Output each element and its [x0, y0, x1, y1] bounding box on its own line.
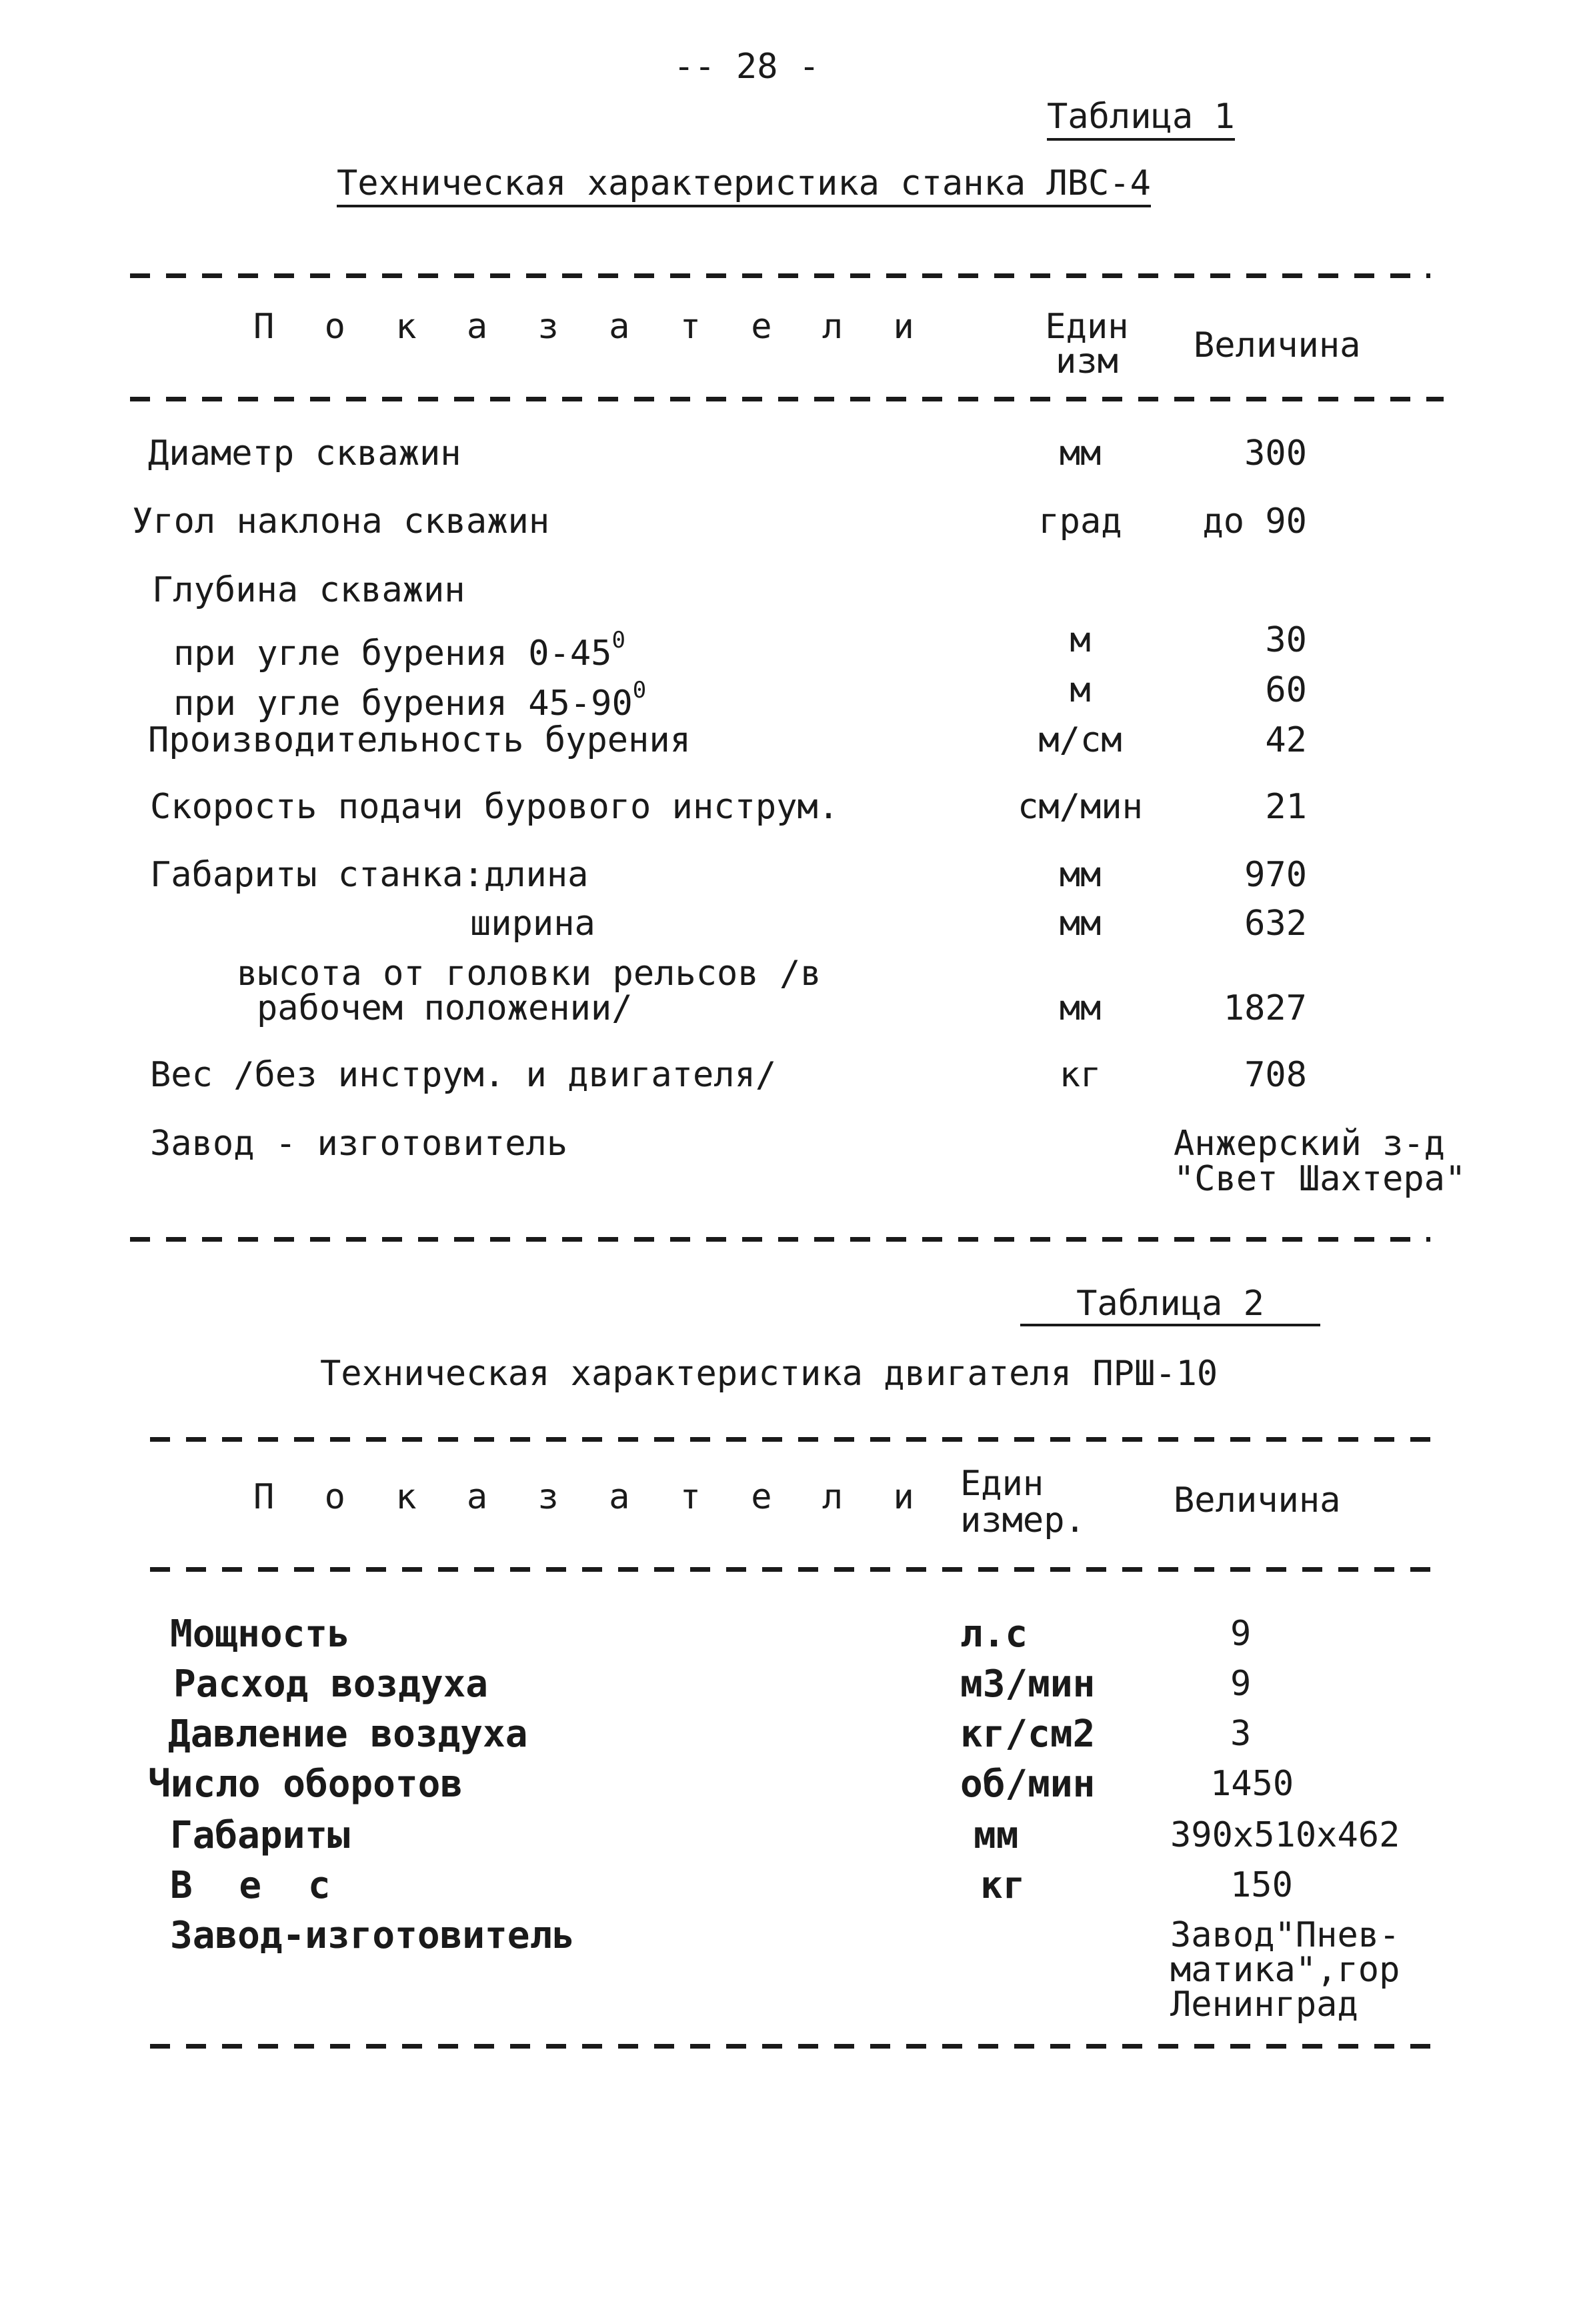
table2-row-value: 1450 — [1210, 1764, 1294, 1804]
table2-row-unit: кг/см2 — [960, 1712, 1096, 1756]
table2-header-unit-1: Един — [960, 1464, 1044, 1504]
table2-row-unit: кг — [980, 1864, 1026, 1907]
table2-header-indicator: П о к а з а т е л и — [253, 1477, 929, 1517]
table1-row-value: 21 — [1265, 787, 1307, 827]
table2-row-value: 390x510x462 — [1170, 1815, 1400, 1855]
table1-row-value: до 90 — [1202, 501, 1307, 541]
table2-row-name: Давление воздуха — [168, 1712, 528, 1756]
table2-row-name: Мощность — [170, 1612, 350, 1656]
table1-row-name: при угле бурения $45-90^0$ — [173, 677, 647, 724]
table2-row-unit: об/мин — [960, 1763, 1096, 1806]
table2-row-value: 150 — [1230, 1865, 1293, 1905]
table1-row-name: Вес /без инструм. и двигателя/ — [150, 1055, 777, 1095]
table1-row-name: высота от головки рельсов /в — [237, 954, 822, 994]
table1-row-name: Габариты станка:длина — [150, 855, 589, 895]
table2-header-rule — [150, 1567, 1430, 1572]
table1-title: Техническая характеристика станка ЛВС-4 — [337, 163, 1151, 207]
page-number: -- 28 - — [673, 47, 820, 87]
table2-top-rule — [150, 1437, 1430, 1442]
table1-row-unit: мм — [1059, 904, 1102, 944]
table1-row-unit: м — [1070, 620, 1091, 660]
table1-header-unit-1: Един — [1045, 307, 1129, 347]
table1-row-value: 632 — [1244, 904, 1307, 944]
table1-row-name: Глубина скважин — [152, 570, 465, 610]
table1-row-unit: м — [1070, 670, 1091, 710]
table1-row-value: Анжерский з-д — [1174, 1124, 1445, 1164]
table1-label: Таблица 1 — [1047, 97, 1235, 141]
table2-row-name: Число оборотов — [148, 1763, 463, 1806]
table2-row-name: В е с — [170, 1864, 343, 1907]
table2-header-value: Величина — [1174, 1480, 1341, 1520]
table1-row-value: 42 — [1265, 720, 1307, 760]
table2-bottom-rule — [150, 2044, 1430, 2049]
table2-row-value: 9 — [1230, 1614, 1252, 1654]
table1-row-unit: см/мин — [1018, 787, 1143, 827]
table1-row-name: Производительность бурения — [148, 720, 691, 760]
table1-row-name: Угол наклона скважин — [132, 501, 550, 541]
table1-top-rule — [130, 273, 1430, 278]
table1-row-value: 1827 — [1223, 988, 1307, 1028]
table1-row-name: ширина — [470, 904, 595, 944]
table1-row-name: Завод - изготовитель — [150, 1124, 568, 1164]
table1-row-value: "Свет Шахтера" — [1174, 1159, 1466, 1199]
table1-row-unit: мм — [1059, 855, 1102, 895]
table2-label: Таблица 2 — [1020, 1284, 1320, 1326]
table1-row-unit: град — [1038, 501, 1122, 541]
table2-row-unit: мм — [974, 1814, 1019, 1857]
table2-title: Техническая характеристика двигателя ПРШ-10 — [320, 1354, 1218, 1394]
table1-row-name: рабочем положении/ — [257, 988, 633, 1028]
table2-row-value: Завод"Пнев- — [1170, 1915, 1400, 1955]
table2-row-value: 3 — [1230, 1714, 1252, 1754]
table1-header-unit-2: изм — [1056, 341, 1118, 381]
table1-row-value: 708 — [1244, 1055, 1307, 1095]
table1-bottom-rule — [130, 1237, 1430, 1242]
table2-header-unit-2: измер. — [960, 1500, 1086, 1540]
table2-row-unit: л.с — [960, 1612, 1028, 1656]
table1-header-rule — [130, 397, 1444, 401]
table1-row-unit: м/см — [1038, 720, 1122, 760]
table1-row-name: при угле бурения $0-45^0$ — [173, 627, 625, 674]
table2-row-name: Габариты — [170, 1814, 350, 1857]
table1-header-value: Величина — [1194, 325, 1361, 365]
table2-row-value: матика",гор — [1170, 1950, 1400, 1990]
table1-row-value: 30 — [1265, 620, 1307, 660]
table1-row-unit: мм — [1059, 988, 1102, 1028]
table1-row-name: Скорость подачи бурового инструм. — [150, 787, 840, 827]
table1-row-name: Диаметр скважин — [148, 433, 461, 473]
table2-row-value: 9 — [1230, 1664, 1252, 1704]
table1-row-unit: кг — [1059, 1055, 1102, 1095]
table2-row-name: Расход воздуха — [173, 1662, 489, 1706]
table1-row-value: 60 — [1265, 670, 1307, 710]
table1-header-indicator: П о к а з а т е л и — [253, 307, 929, 347]
table2-row-name: Завод-изготовитель — [170, 1914, 575, 1957]
table1-row-value: 970 — [1244, 855, 1307, 895]
table2-row-unit: м3/мин — [960, 1662, 1096, 1706]
table1-row-unit: мм — [1059, 433, 1102, 473]
table2-row-value: Ленинград — [1170, 1985, 1358, 2025]
table1-row-value: 300 — [1244, 433, 1307, 473]
